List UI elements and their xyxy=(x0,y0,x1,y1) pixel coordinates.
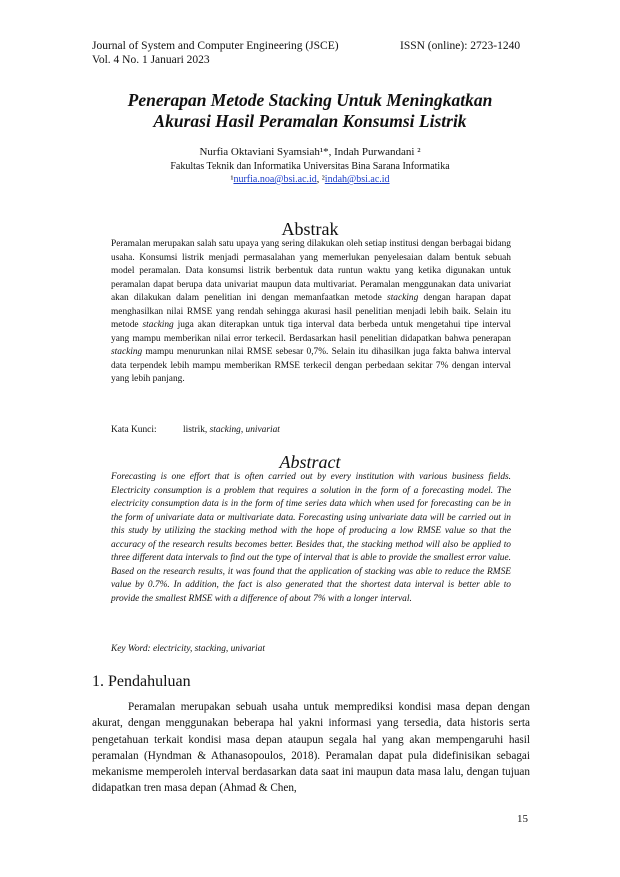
authors: Nurfia Oktaviani Syamsiah¹*, Indah Purwandani ² xyxy=(199,146,421,158)
journal-name: Journal of System and Computer Engineering (JSCE) xyxy=(92,40,339,52)
kata-kunci-italic: stacking, univariat xyxy=(209,425,280,435)
email-link-2[interactable]: indah@bsi.ac.id xyxy=(324,174,390,185)
abstrak-text-3: juga akan diterapkan untuk tiga interval data berbeda untuk mengetahui tipe interval yang mampu memberikan nilai error terkecil. Berdasarkan hasil penelitian didapatkan bahwa penerapan xyxy=(111,320,511,344)
paper-title-line2: Akurasi Hasil Peramalan Konsumsi Listrik xyxy=(153,111,467,131)
affiliation: Fakultas Teknik dan Informatika Universitas Bina Sarana Informatika xyxy=(170,161,450,172)
email-separator: , ² xyxy=(316,174,325,185)
kata-kunci xyxy=(111,424,280,436)
issn: ISSN (online): 2723-1240 xyxy=(400,40,521,52)
running-header-left xyxy=(92,39,339,67)
kata-kunci-plain: listrik, xyxy=(183,425,210,435)
kata-kunci-label: Kata Kunci: xyxy=(111,425,157,435)
paper-title xyxy=(0,90,620,132)
email-link-1[interactable]: nurfia.noa@bsi.ac.id xyxy=(233,174,317,185)
abstrak-text-4: mampu menurunkan nilai RMSE sebesar 0,7%. Selain itu dihasilkan juga fakta bahwa interval data terpendek lebih mampu memberikan RMSE terkecil dengan perbedaan sekitar 7% dengan interval yang lebih panjang. xyxy=(111,347,511,384)
email-prefix: ¹ xyxy=(230,174,234,185)
abstrak-term-stacking: stacking xyxy=(142,320,174,330)
section-heading-pendahuluan: 1. Pendahuluan xyxy=(92,673,191,690)
abstract-heading: Abstract xyxy=(279,452,341,472)
abstrak-heading: Abstrak xyxy=(281,219,339,239)
abstrak-body xyxy=(111,238,511,387)
emails xyxy=(0,174,620,186)
section-body-pendahuluan: Peramalan merupakan sebuah usaha untuk memprediksi kondisi masa depan dengan akurat, dengan menggunakan beberapa hal yakni informasi yang tersedia, data historis serta pengetahuan terkait kondisi masa depan ataupun segala hal yang akan mempengaruhi hasil peramalan (Hyndman & Athanasopoulos, 2018). Peramalan dapat pula didefinisikan sebagai mekanisme memperoleh interval berdasarkan data saat ini maupun data masa lalu, dengan tujuan didapatkan tren masa depan (Ahmad & Chen, xyxy=(92,701,530,795)
journal-volume: Vol. 4 No. 1 Januari 2023 xyxy=(92,54,210,66)
abstrak-text-1: Peramalan merupakan salah satu upaya yang sering dilakukan oleh setiap institusi dengan berbagai bidang usaha. Konsumsi listrik menjadi permasalahan yang memerlukan penyelesaian dalam bentuk sebuah model peramalan. Data konsumsi listrik berbentuk data runtun waktu yang ketika digunakan untuk peramalan dapat berupa data univariat maupun data multivariat. Peramalan menggunakan data univariat akan dilakukan dalam penelitian ini dengan memanfaatkan metode xyxy=(111,239,511,303)
abstrak-term-stacking: stacking xyxy=(111,347,143,357)
page-number: 15 xyxy=(517,813,528,825)
abstrak-term-stacking: stacking xyxy=(387,293,419,303)
paper-title-line1: Penerapan Metode Stacking Untuk Meningkatkan xyxy=(127,90,493,110)
key-word: Key Word: electricity, stacking, univariat xyxy=(111,644,265,654)
abstract-body: Forecasting is one effort that is often carried out by every institution with various business fields. Electricity consumption is a problem that requires a solution in the form of a forecasting model. The electricity consumption data is in the form of time series data which when used for forecasting can be in the form of univariate data or multivariate data. Forecasting using univariate data will be carried out in this study by utilizing the stacking method with the hope of producing a low RMSE value so that the accuracy of the research results becomes better. Besides that, the stacking method will also be applied to three different data intervals to find out the type of interval that is able to provide the smallest error value. Based on the research results, it was found that the application of stacking was able to reduce the RMSE value by 0.7%. In addition, the fact is also generated that the shortest data interval is better able to provide the smallest RMSE with a difference of about 7% with a longer interval. xyxy=(111,472,511,604)
abstrak-text-2: dengan harapan dapat menghasilkan nilai RMSE yang rendah sehingga akurasi hasil penelitian menjadi lebih baik. Selain itu metode xyxy=(111,293,511,330)
